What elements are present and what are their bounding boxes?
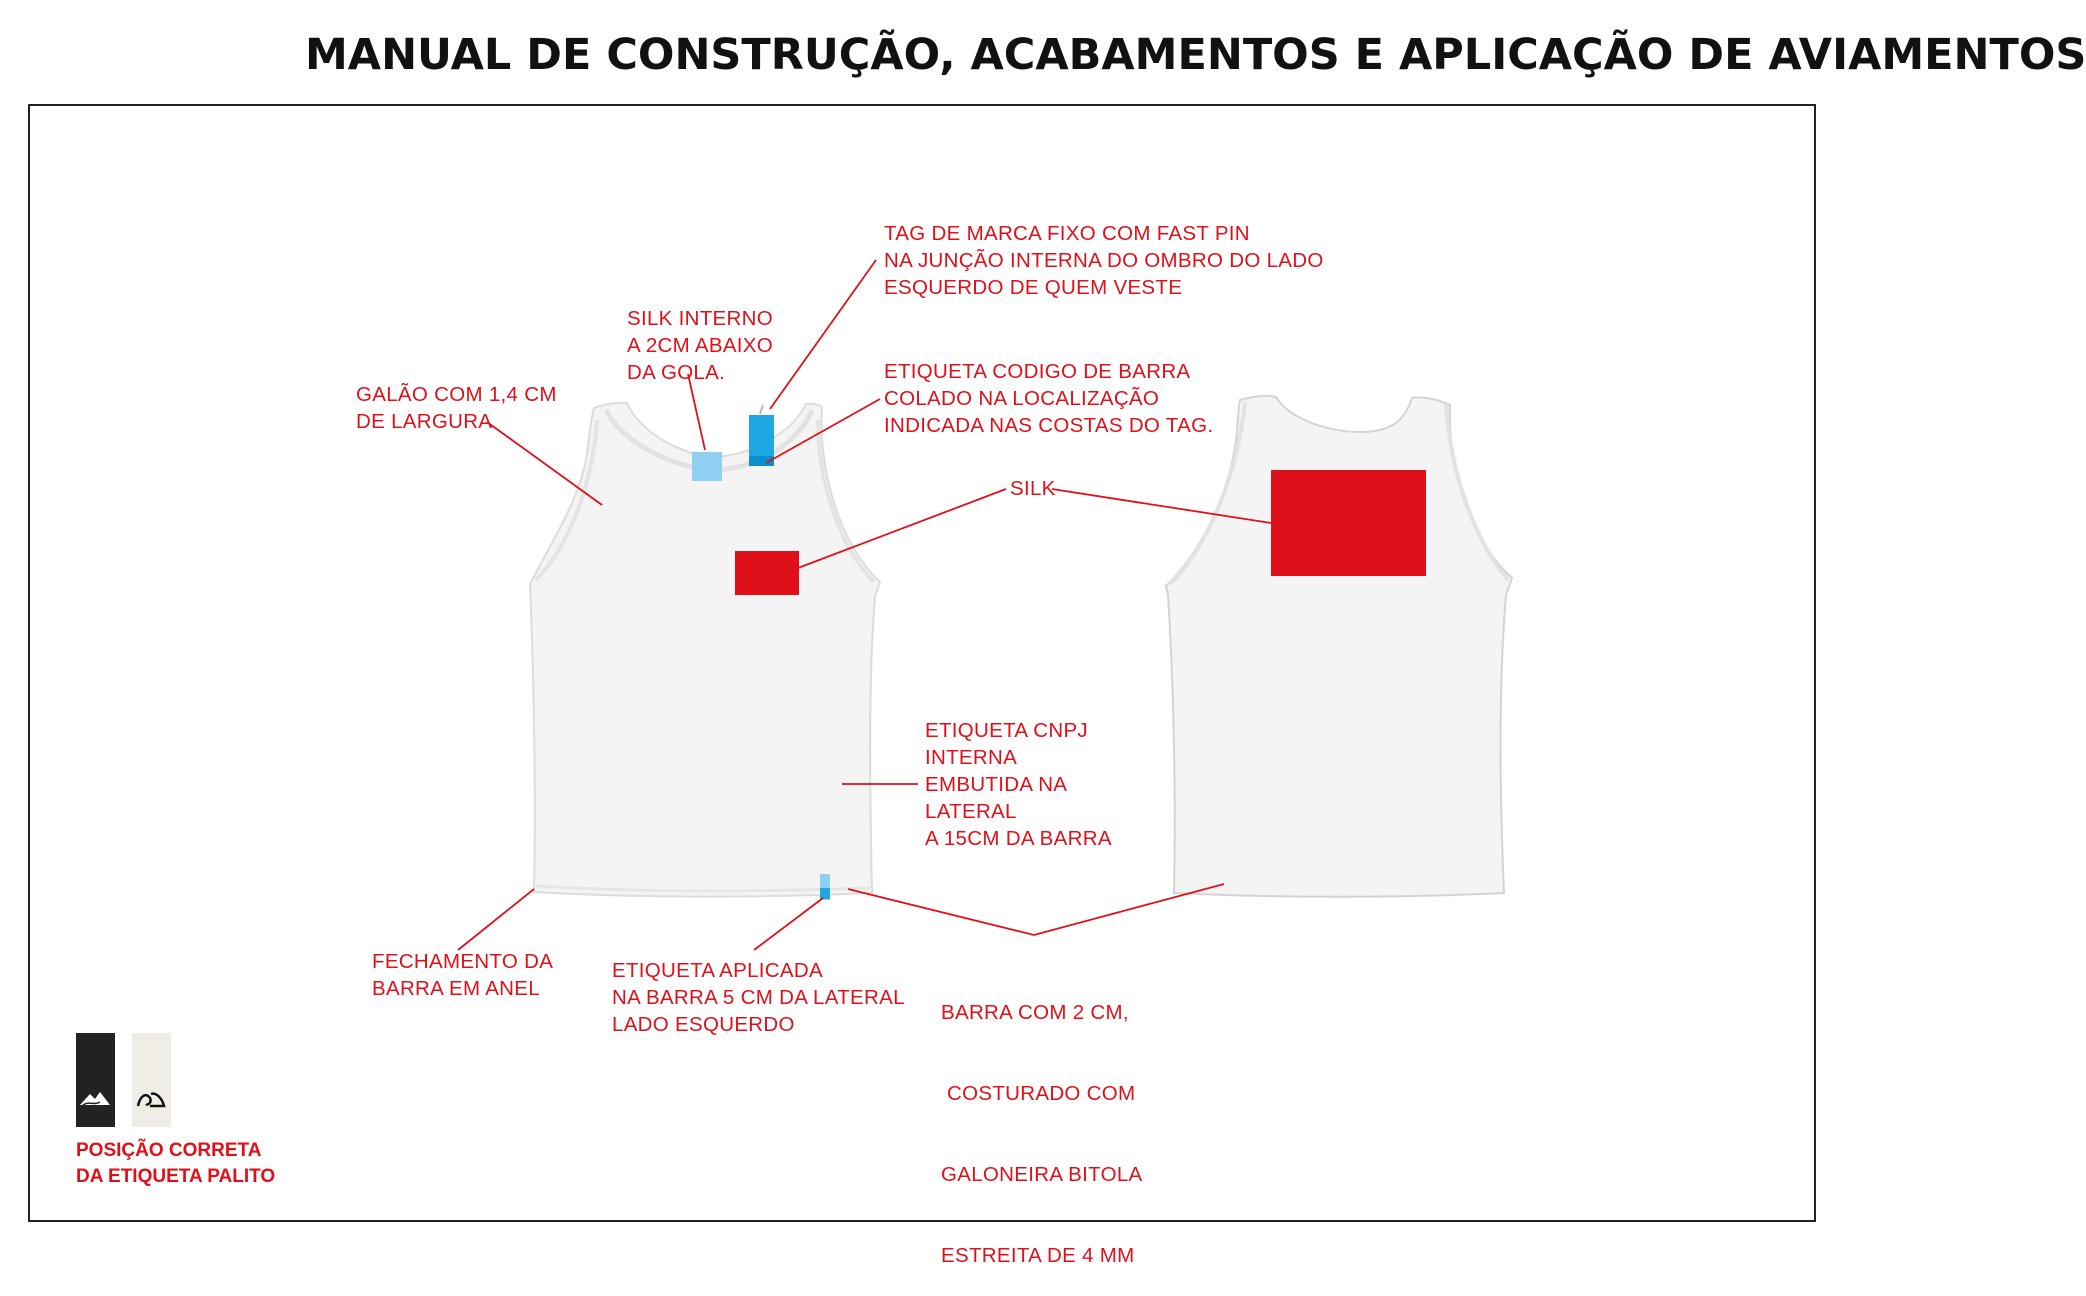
note-line: FECHAMENTO DA — [372, 950, 554, 973]
leader-fechamento — [458, 889, 534, 950]
note-line: NA JUNÇÃO INTERNA DO OMBRO DO LADO — [884, 249, 1324, 272]
front-tank-top — [530, 403, 880, 900]
note-line: NA BARRA 5 CM DA LATERAL — [612, 986, 905, 1009]
note-line: EMBUTIDA NA — [925, 773, 1068, 796]
note-barra — [941, 945, 1143, 1296]
note-line: INDICADA NAS COSTAS DO TAG. — [884, 414, 1214, 437]
note-line: COLADO NA LOCALIZAÇÃO — [884, 387, 1160, 410]
note-tag-marca — [884, 220, 1324, 301]
note-silk-interno — [627, 305, 773, 386]
note-line: TAG DE MARCA FIXO COM FAST PIN — [884, 222, 1250, 245]
note-line: GALÃO COM 1,4 CM — [356, 383, 557, 406]
note-line: COSTURADO COM — [941, 1082, 1136, 1105]
front-silk-mark — [735, 551, 799, 595]
note-fechamento — [372, 948, 553, 1002]
note-line: SILK — [1010, 477, 1056, 500]
note-line: DA GOLA. — [627, 361, 726, 384]
note-line: ETIQUETA CODIGO DE BARRA — [884, 360, 1191, 383]
note-line: A 2CM ABAIXO — [627, 334, 774, 357]
note-etiqueta-codigo — [884, 358, 1213, 439]
note-line: SILK INTERNO — [627, 307, 773, 330]
leader-etiqueta-aplicada — [754, 898, 823, 950]
note-line: DE LARGURA — [356, 410, 493, 433]
note-line: ESTREITA DE 4 MM — [941, 1244, 1135, 1267]
back-tank-top — [1166, 396, 1512, 897]
note-silk — [1010, 475, 1056, 502]
etiqueta-palito-legend — [76, 1033, 171, 1127]
note-line: LATERAL — [925, 800, 1017, 823]
note-line: ETIQUETA APLICADA — [612, 959, 823, 982]
page-title: MANUAL DE CONSTRUÇÃO, ACABAMENTOS E APLICAÇÃO DE AVIAMENTOS — [305, 30, 2086, 80]
note-line: A 15CM DA BARRA — [925, 827, 1112, 850]
note-line: INTERNA — [925, 746, 1018, 769]
note-galao — [356, 381, 557, 435]
note-line: ETIQUETA CNPJ — [925, 719, 1088, 742]
silk-interno-mark — [692, 452, 722, 481]
legend-caption-line: POSIÇÃO CORRETA — [76, 1140, 262, 1161]
note-line: GALONEIRA BITOLA — [941, 1163, 1143, 1186]
white-label-swatch — [132, 1033, 171, 1127]
black-label-swatch — [76, 1033, 115, 1127]
leader-barra — [848, 884, 1224, 935]
note-line: LADO ESQUERDO — [612, 1013, 795, 1036]
note-line: ESQUERDO DE QUEM VESTE — [884, 276, 1183, 299]
note-line: BARRA EM ANEL — [372, 977, 540, 1000]
back-silk-mark — [1271, 470, 1426, 576]
legend-caption-line: DA ETIQUETA PALITO — [76, 1166, 276, 1187]
note-etiqueta-cnpj — [925, 717, 1112, 852]
leader-tag-marca — [770, 260, 876, 409]
note-etiqueta-aplicada — [612, 957, 905, 1038]
legend-caption — [76, 1138, 275, 1190]
note-line: BARRA COM 2 CM, — [941, 1001, 1129, 1024]
